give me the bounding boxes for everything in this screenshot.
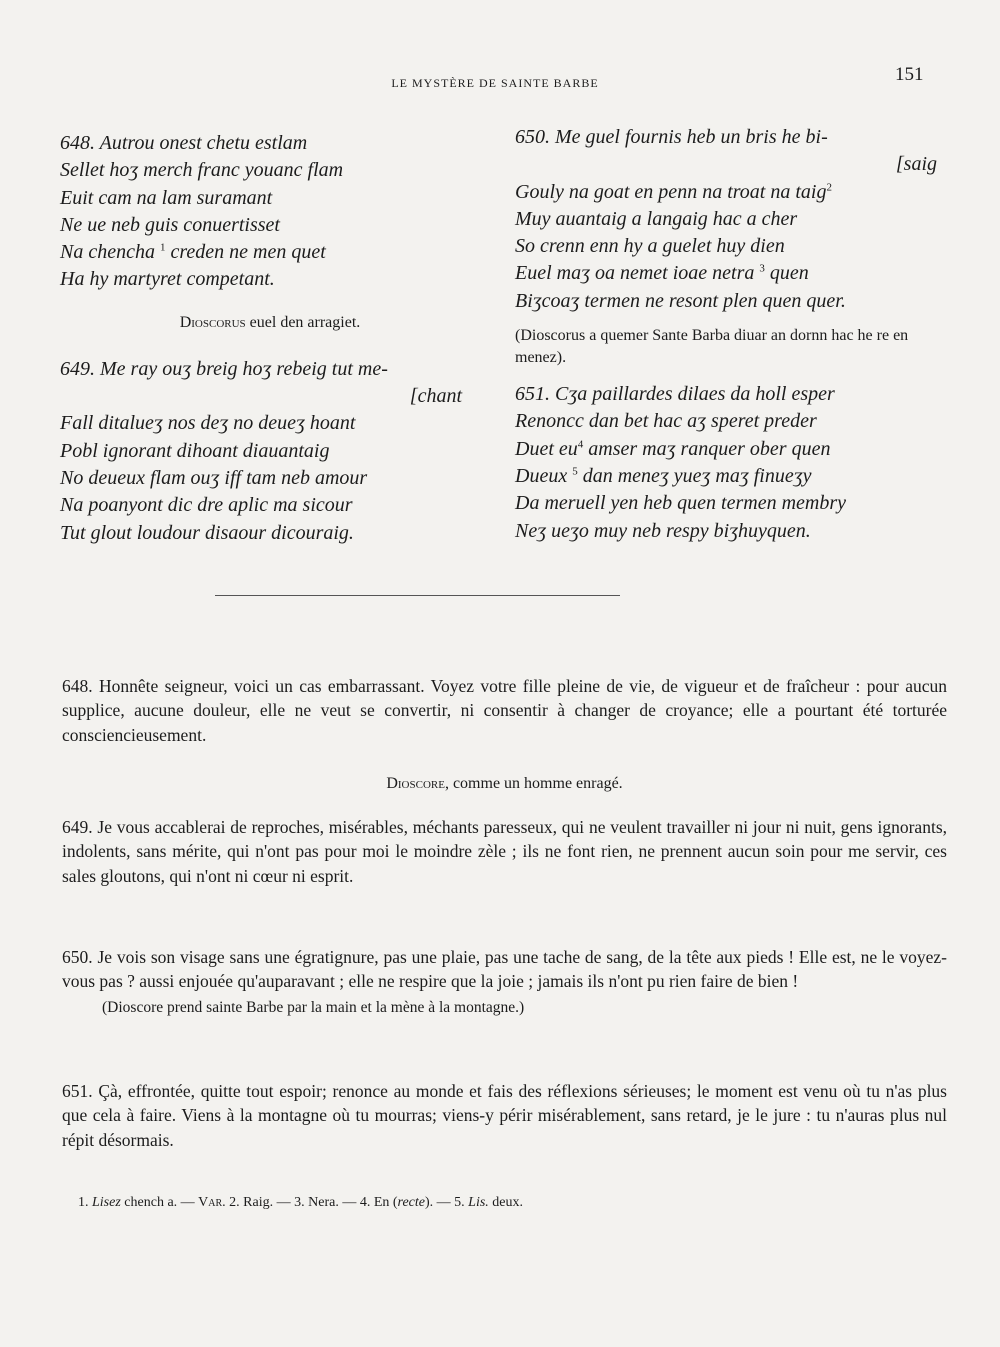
stanza-648 — [60, 130, 480, 294]
verse-text: Me guel fournis heb un bris he bi- — [555, 126, 828, 148]
verse-continuation: [chant — [409, 385, 462, 408]
verse-line — [515, 436, 955, 463]
verse-line: Biʒcoaʒ termen ne resont plen quen quer. — [515, 289, 846, 312]
translation-651: 651. Çà, effrontée, quitte tout espoir; renonce au monde et fais des réflexions sérieuses; le moment est venu où tu n'as plus que cela à faire. Viens à la montagne où tu mourras; viens-y périr misérablement, sans retard, je le jure : tu n'auras plus nul répit désormais. — [62, 1081, 947, 1150]
verse-line — [515, 260, 955, 287]
translation-text: 650. Je vois son visage sans une égratignure, pas une plaie, pas une tache de sang, de la tête aux pieds ! Elle est, ne le voyez-vous pas ? aussi enjouée qu'auparavant ; elle ne respire que la joie ; jamais ils n'ont pu rien faire de bien ! — [62, 947, 947, 992]
verse-text: creden ne men quet — [170, 241, 326, 264]
stanza-649 — [60, 356, 480, 547]
section-divider — [215, 595, 620, 596]
verse-line: Ne ue neb guis conuertisset — [60, 213, 280, 236]
verse-text: Euel maʒ oa nemet ioae netra — [515, 262, 755, 285]
verse-line: Muy auantaig a langaig hac a cher — [515, 207, 798, 230]
footnotes — [78, 1195, 523, 1211]
footnote-text: 1. — [78, 1195, 92, 1210]
stanza-number: 648. — [60, 132, 95, 154]
verse-line — [60, 356, 480, 383]
verse-line — [515, 463, 955, 490]
translation-650 — [62, 945, 947, 1020]
translation-649: 649. Je vous accablerai de reproches, misérables, méchants paresseux, qui ne veulent travailler ni jour ni nuit, gens ignorants, indolents, sans mérite, qui n'ont pas pour moi le moindre zèle ; ils ne font rien, ne prennent aucun soin pour me servir, ces sales gloutons, qui n'ont ni cœur ni esprit. — [62, 817, 947, 886]
stanza-number: 649. — [60, 357, 95, 380]
speaker-name: Dioscore — [386, 775, 445, 792]
verse-text: Na chencha — [60, 241, 155, 264]
verse-line: Sellet hoʒ merch franc youanc flam — [60, 159, 344, 182]
verse-text: Cʒa paillardes dilaes da holl esper — [555, 383, 835, 406]
page-number: 151 — [895, 64, 924, 85]
footnote-text: Var. — [198, 1195, 226, 1210]
breton-left-column — [60, 130, 480, 547]
verse-line: No deueux flam ouʒ iff tam neb amour — [60, 466, 368, 489]
stage-text: , comme un homme enragé. — [444, 775, 623, 792]
footnote-marker: 3 — [759, 262, 765, 275]
verse-text: Dueux — [515, 464, 568, 487]
stanza-number: 650. — [515, 126, 550, 148]
footnote-marker: 5 — [572, 465, 578, 478]
verse-text: dan meneʒ yueʒ maʒ finueʒy — [577, 464, 812, 487]
stanza-650 — [515, 124, 955, 315]
verse-line — [60, 130, 480, 157]
breton-right-column — [515, 124, 955, 545]
stanza-number: 651. — [515, 383, 550, 406]
translation-stage-note: (Dioscore prend sainte Barbe par la main et la mène à la montagne.) — [102, 998, 525, 1016]
verse-line: Renoncc dan bet hac aʒ speret preder — [515, 410, 817, 433]
footnote-text: deux. — [488, 1195, 524, 1210]
verse-line: Na poanyont dic dre aplic ma sicour — [60, 494, 353, 517]
verse-line — [515, 124, 955, 151]
verse-text: quen — [764, 262, 809, 285]
verse-text: amser maʒ ranquer ober quen — [583, 437, 831, 460]
verse-line: Da meruell yen heb quen termen membry — [515, 492, 847, 515]
footnote-text: ). — 5. — [425, 1195, 469, 1210]
verse-line: So crenn enn hy a guelet huy dien — [515, 235, 785, 258]
verse-text: Me ray ouʒ breig hoʒ rebeig tut me- — [100, 357, 388, 380]
footnote-marker: 1 — [159, 241, 166, 254]
verse-line: Ha hy martyret competant. — [60, 268, 275, 291]
stage-direction — [60, 312, 480, 334]
verse-text: Duet eu — [515, 437, 578, 460]
translation-stage-direction — [62, 772, 947, 796]
verse-line — [515, 381, 955, 408]
footnote-text: Lisez — [92, 1195, 121, 1210]
running-title: LE MYSTÈRE DE SAINTE BARBE — [391, 76, 599, 90]
footnote-text: 2. Raig. — 3. Nera. — 4. En ( — [225, 1195, 398, 1210]
stanza-651 — [515, 381, 955, 545]
footnote-marker: 2 — [826, 180, 832, 193]
stage-direction: (Dioscorus a quemer Sante Barba diuar an dornn hac he re en menez). — [515, 327, 909, 367]
speaker-name: Dioscorus — [179, 313, 246, 331]
verse-line: Euit cam na lam suramant — [60, 186, 273, 209]
verse-line: Tut glout loudour disaour dicouraig. — [60, 521, 354, 544]
footnote-text: chench a. — — [120, 1195, 199, 1210]
verse-line — [60, 239, 480, 266]
verse-continuation: [saig — [895, 153, 937, 176]
footnote-text: Lis. — [468, 1195, 489, 1210]
stage-text: euel den arragiet. — [245, 313, 361, 331]
verse-text: Autrou onest chetu estlam — [99, 132, 308, 154]
verse-text: Gouly na goat en penn na troat na taig — [515, 180, 827, 203]
translation-648: 648. Honnête seigneur, voici un cas embarrassant. Voyez votre fille pleine de vie, de vigueur et de fraîcheur : pour aucun supplice, aucune douleur, elle ne veut se convertir, ni consentir à changer de croyance; elle a pourtant été torturée consciencieusement. — [62, 676, 947, 745]
verse-line: Neʒ ueʒo muy neb respy biʒhuyquen. — [515, 519, 811, 542]
verse-line — [515, 179, 955, 206]
verse-line: Fall ditalueʒ nos deʒ no deueʒ hoant — [60, 412, 356, 435]
verse-line: Pobl ignorant dihoant diauantaig — [60, 439, 330, 462]
footnote-text: recte — [397, 1195, 425, 1210]
footnote-marker: 4 — [577, 438, 584, 451]
